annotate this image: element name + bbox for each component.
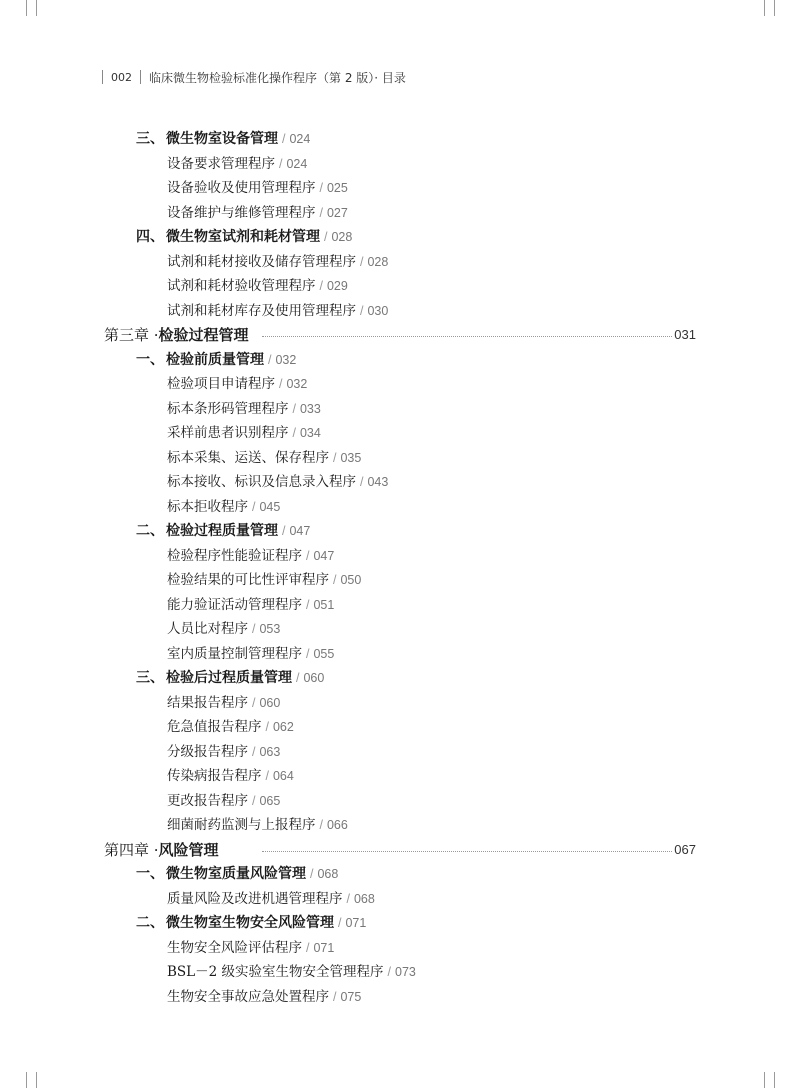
page-separator: / bbox=[265, 769, 269, 783]
toc-item-row[interactable] bbox=[0, 715, 800, 740]
toc-item-row[interactable] bbox=[0, 250, 800, 275]
page-separator: / bbox=[306, 646, 310, 661]
page-separator: / bbox=[319, 279, 323, 293]
section-number: 二、 bbox=[136, 915, 164, 931]
toc-item-row[interactable] bbox=[0, 274, 800, 299]
page-separator: / bbox=[279, 377, 283, 391]
crop-mark-top-right bbox=[774, 0, 775, 16]
toc-item-row[interactable] bbox=[0, 764, 800, 789]
section-number: 四、 bbox=[136, 229, 164, 245]
crop-mark-top-left bbox=[36, 0, 37, 16]
item-title: 检验结果的可比性评审程序 bbox=[167, 572, 329, 588]
toc-item-row[interactable] bbox=[0, 446, 800, 471]
item-page-number: 029 bbox=[326, 279, 348, 293]
page-separator: / bbox=[252, 744, 256, 759]
item-page-number: 065 bbox=[259, 793, 281, 808]
item-page-number: 073 bbox=[395, 965, 416, 979]
section-number: 三、 bbox=[136, 131, 164, 147]
page-separator: / bbox=[360, 475, 364, 489]
running-header bbox=[102, 68, 406, 86]
toc-item-row[interactable] bbox=[0, 495, 800, 520]
toc-section-row[interactable] bbox=[0, 348, 800, 373]
section-title: 检验后过程质量管理 bbox=[166, 670, 292, 686]
section-number: 三、 bbox=[136, 670, 164, 686]
section-page-number: 068 bbox=[317, 867, 339, 881]
page-separator: / bbox=[306, 597, 310, 612]
section-page-number: 032 bbox=[275, 352, 297, 367]
item-page-number: 071 bbox=[313, 940, 335, 955]
section-number: 一、 bbox=[136, 351, 164, 368]
item-page-number: 066 bbox=[326, 818, 348, 832]
item-page-number: 062 bbox=[272, 720, 294, 734]
crop-mark-bottom-right bbox=[764, 1072, 765, 1088]
page-separator: / bbox=[387, 965, 391, 979]
item-title: 标本接收、标识及信息录入程序 bbox=[167, 474, 356, 490]
section-page-number: 060 bbox=[303, 671, 325, 685]
item-title: 试剂和耗材验收管理程序 bbox=[167, 278, 316, 294]
toc-item-row[interactable] bbox=[0, 152, 800, 177]
page-separator: / bbox=[319, 181, 323, 195]
item-title: 分级报告程序 bbox=[167, 743, 248, 760]
page-separator: / bbox=[296, 671, 300, 685]
item-title: 质量风险及改进机遇管理程序 bbox=[167, 890, 343, 907]
item-page-number: 047 bbox=[313, 548, 335, 563]
toc-item-row[interactable] bbox=[0, 397, 800, 422]
page-separator: / bbox=[265, 720, 269, 734]
item-page-number: 035 bbox=[340, 450, 362, 465]
toc-item-row[interactable] bbox=[0, 617, 800, 642]
section-title: 微生物室生物安全风险管理 bbox=[166, 915, 334, 931]
page-separator: / bbox=[292, 401, 296, 416]
item-title: 采样前患者识别程序 bbox=[167, 425, 289, 441]
page-separator: / bbox=[346, 891, 350, 906]
toc-item-row[interactable] bbox=[0, 813, 800, 838]
crop-mark-top-left bbox=[26, 0, 27, 16]
item-title: 室内质量控制管理程序 bbox=[167, 645, 302, 662]
item-page-number: 032 bbox=[286, 377, 308, 391]
item-page-number: 027 bbox=[326, 205, 348, 220]
item-page-number: 060 bbox=[259, 695, 281, 710]
page-separator: / bbox=[292, 426, 296, 440]
toc-item-row[interactable] bbox=[0, 642, 800, 667]
section-title: 微生物室设备管理 bbox=[166, 131, 278, 147]
toc-chapter-row[interactable] bbox=[0, 323, 800, 348]
item-title: 生物安全事故应急处置程序 bbox=[167, 988, 329, 1005]
item-title: 试剂和耗材库存及使用管理程序 bbox=[167, 302, 356, 319]
toc-item-row[interactable] bbox=[0, 936, 800, 961]
toc-item-row[interactable] bbox=[0, 544, 800, 569]
item-title: 细菌耐药监测与上报程序 bbox=[167, 817, 316, 833]
toc-section-row[interactable] bbox=[0, 666, 800, 691]
page-separator: / bbox=[360, 303, 364, 318]
toc-item-row[interactable] bbox=[0, 176, 800, 201]
toc-section-row[interactable] bbox=[0, 225, 800, 250]
item-title: 检验程序性能验证程序 bbox=[167, 547, 302, 564]
toc-item-row[interactable] bbox=[0, 201, 800, 226]
section-page-number: 024 bbox=[289, 132, 311, 146]
page-separator: / bbox=[333, 573, 337, 587]
toc-item-row[interactable] bbox=[0, 299, 800, 324]
item-page-number: 051 bbox=[313, 597, 335, 612]
toc-item-row[interactable] bbox=[0, 740, 800, 765]
section-page-number: 047 bbox=[289, 524, 311, 538]
item-page-number: 025 bbox=[326, 181, 348, 195]
item-title: BSL－2 级实验室生物安全管理程序 bbox=[167, 964, 384, 980]
page-separator: / bbox=[252, 793, 256, 808]
chapter-title: 检验过程管理 bbox=[158, 326, 249, 344]
item-page-number: 063 bbox=[259, 744, 281, 759]
page-separator: / bbox=[319, 205, 323, 220]
item-title: 结果报告程序 bbox=[167, 694, 248, 711]
page-separator: / bbox=[338, 916, 342, 930]
item-title: 标本条形码管理程序 bbox=[167, 400, 289, 417]
item-page-number: 053 bbox=[259, 622, 281, 636]
toc-section-row[interactable] bbox=[0, 519, 800, 544]
item-page-number: 064 bbox=[272, 769, 294, 783]
section-title: 微生物室试剂和耗材管理 bbox=[166, 229, 320, 245]
chapter-number: 第四章 · bbox=[104, 840, 159, 859]
toc-item-row[interactable] bbox=[0, 789, 800, 814]
section-page-number: 071 bbox=[345, 916, 367, 930]
crop-mark-top-right bbox=[764, 0, 765, 16]
toc-item-row[interactable] bbox=[0, 985, 800, 1010]
chapter-page-number: 067 bbox=[674, 841, 696, 857]
page-separator: / bbox=[252, 622, 256, 636]
item-title: 检验项目申请程序 bbox=[167, 376, 275, 392]
crop-mark-bottom-right bbox=[774, 1072, 775, 1088]
dot-leader bbox=[262, 851, 672, 852]
item-page-number: 034 bbox=[299, 426, 321, 440]
item-page-number: 045 bbox=[259, 499, 281, 514]
toc-item-row[interactable] bbox=[0, 691, 800, 716]
item-page-number: 043 bbox=[367, 475, 389, 489]
section-title: 微生物室质量风险管理 bbox=[166, 866, 306, 882]
section-title: 检验前质量管理 bbox=[166, 351, 264, 368]
toc-item-row[interactable] bbox=[0, 421, 800, 446]
toc-item-row[interactable] bbox=[0, 372, 800, 397]
page-separator: / bbox=[310, 867, 314, 881]
item-page-number: 050 bbox=[340, 573, 362, 587]
page-separator: / bbox=[306, 940, 310, 955]
page-separator: / bbox=[306, 548, 310, 563]
chapter-number: 第三章 · bbox=[104, 326, 159, 344]
toc-item-row[interactable] bbox=[0, 887, 800, 912]
item-title: 危急值报告程序 bbox=[167, 719, 262, 735]
page-separator: / bbox=[319, 818, 323, 832]
dot-leader bbox=[262, 336, 672, 337]
item-page-number: 033 bbox=[299, 401, 321, 416]
page-separator: / bbox=[268, 352, 272, 367]
page-separator: / bbox=[360, 254, 364, 269]
header-divider bbox=[140, 70, 141, 84]
page-separator: / bbox=[279, 156, 283, 171]
section-page-number: 028 bbox=[331, 230, 353, 244]
crop-mark-bottom-left bbox=[26, 1072, 27, 1088]
item-title: 设备要求管理程序 bbox=[167, 155, 275, 172]
page-separator: / bbox=[333, 450, 337, 465]
page-separator: / bbox=[282, 524, 286, 538]
item-title: 设备验收及使用管理程序 bbox=[167, 180, 316, 196]
section-number: 一、 bbox=[136, 866, 164, 882]
chapter-title: 风险管理 bbox=[158, 840, 219, 859]
page-separator: / bbox=[252, 499, 256, 514]
page-separator: / bbox=[252, 695, 256, 710]
header-divider bbox=[102, 70, 103, 84]
item-title: 标本拒收程序 bbox=[167, 498, 248, 515]
chapter-page-number: 031 bbox=[674, 327, 696, 342]
toc-item-row[interactable] bbox=[0, 470, 800, 495]
item-title: 传染病报告程序 bbox=[167, 768, 262, 784]
section-number: 二、 bbox=[136, 523, 164, 539]
item-title: 能力验证活动管理程序 bbox=[167, 596, 302, 613]
table-of-contents bbox=[0, 127, 800, 1009]
page-separator: / bbox=[324, 230, 328, 244]
header-book-title: 临床微生物检验标准化操作程序（第 2 版）· 目录 bbox=[149, 70, 406, 85]
item-title: 更改报告程序 bbox=[167, 792, 248, 809]
toc-section-row[interactable] bbox=[0, 127, 800, 152]
item-title: 设备维护与维修管理程序 bbox=[167, 204, 316, 221]
item-title: 标本采集、运送、保存程序 bbox=[167, 449, 329, 466]
toc-item-row[interactable] bbox=[0, 568, 800, 593]
toc-section-row[interactable] bbox=[0, 911, 800, 936]
section-title: 检验过程质量管理 bbox=[166, 523, 278, 539]
crop-mark-bottom-left bbox=[36, 1072, 37, 1088]
toc-section-row[interactable] bbox=[0, 862, 800, 887]
item-page-number: 030 bbox=[367, 303, 389, 318]
item-title: 人员比对程序 bbox=[167, 621, 248, 637]
item-page-number: 028 bbox=[367, 254, 389, 269]
toc-chapter-row[interactable] bbox=[0, 838, 800, 863]
page-separator: / bbox=[282, 132, 286, 146]
toc-item-row[interactable] bbox=[0, 593, 800, 618]
page-separator: / bbox=[333, 989, 337, 1004]
item-page-number: 024 bbox=[286, 156, 308, 171]
item-title: 试剂和耗材接收及储存管理程序 bbox=[167, 253, 356, 270]
toc-item-row[interactable] bbox=[0, 960, 800, 985]
item-title: 生物安全风险评估程序 bbox=[167, 939, 302, 956]
header-page-number: 002 bbox=[111, 70, 132, 84]
item-page-number: 075 bbox=[340, 989, 362, 1004]
item-page-number: 055 bbox=[313, 646, 335, 661]
item-page-number: 068 bbox=[353, 891, 375, 906]
